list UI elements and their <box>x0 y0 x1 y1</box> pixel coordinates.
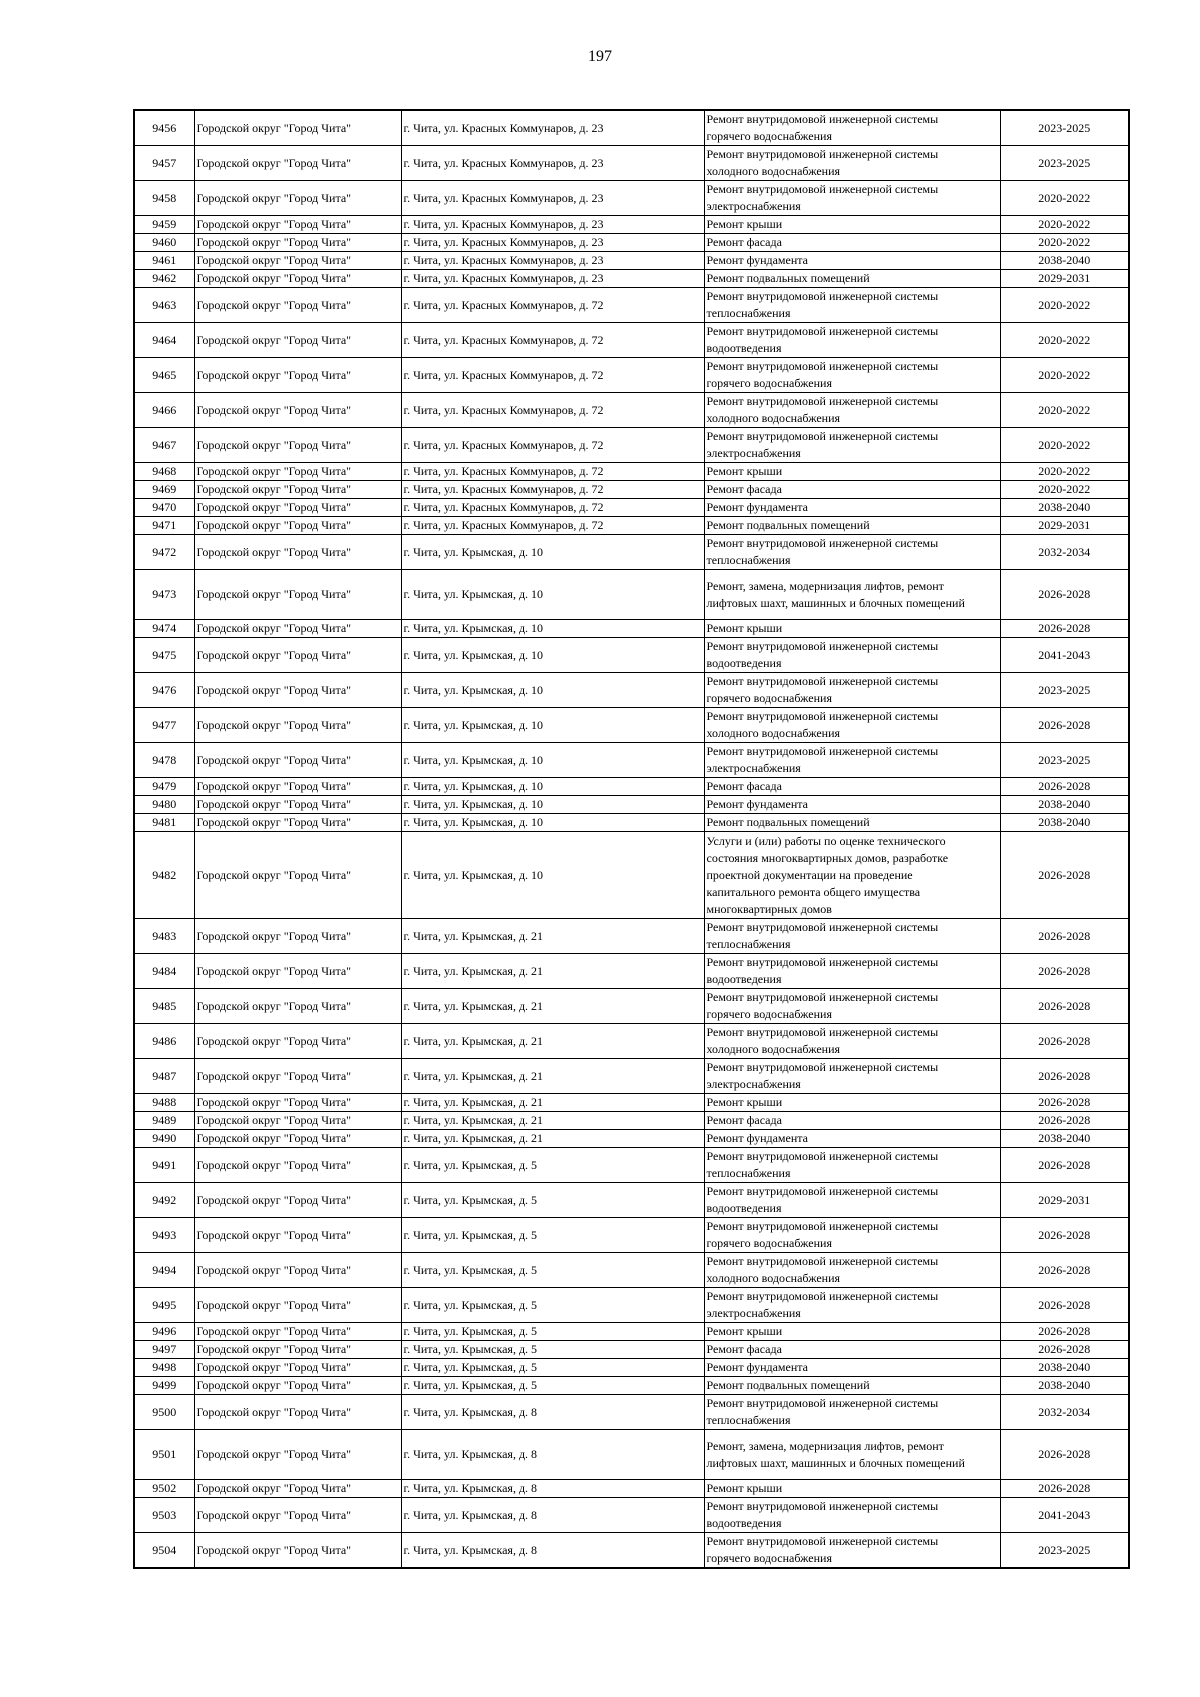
municipality-cell: Городской округ "Город Чита" <box>194 1480 401 1498</box>
work-type-cell: Ремонт внутридомовой инженерной системы водоотведения <box>704 954 1000 989</box>
table-row <box>134 393 1129 428</box>
row-number-cell: 9492 <box>134 1183 194 1218</box>
work-type-cell: Ремонт крыши <box>704 1480 1000 1498</box>
address-cell: г. Чита, ул. Красных Коммунаров, д. 23 <box>401 181 704 216</box>
table-row <box>134 989 1129 1024</box>
table-row <box>134 1112 1129 1130</box>
period-cell: 2020-2022 <box>1000 481 1129 499</box>
table-row <box>134 358 1129 393</box>
period-cell: 2026-2028 <box>1000 570 1129 620</box>
row-number-cell: 9474 <box>134 620 194 638</box>
municipality-cell: Городской округ "Город Чита" <box>194 1395 401 1430</box>
table-row <box>134 778 1129 796</box>
table-row <box>134 796 1129 814</box>
table-row <box>134 1288 1129 1323</box>
row-number-cell: 9498 <box>134 1359 194 1377</box>
municipality-cell: Городской округ "Город Чита" <box>194 1430 401 1480</box>
table-row <box>134 1323 1129 1341</box>
municipality-cell: Городской округ "Город Чита" <box>194 1377 401 1395</box>
period-cell: 2026-2028 <box>1000 1430 1129 1480</box>
municipality-cell: Городской округ "Город Чита" <box>194 146 401 181</box>
period-cell: 2026-2028 <box>1000 954 1129 989</box>
table-row <box>134 832 1129 919</box>
row-number-cell: 9456 <box>134 110 194 146</box>
period-cell: 2026-2028 <box>1000 1112 1129 1130</box>
period-cell: 2026-2028 <box>1000 1480 1129 1498</box>
row-number-cell: 9481 <box>134 814 194 832</box>
address-cell: г. Чита, ул. Крымская, д. 8 <box>401 1533 704 1569</box>
municipality-cell: Городской округ "Город Чита" <box>194 708 401 743</box>
municipality-cell: Городской округ "Город Чита" <box>194 252 401 270</box>
table-row <box>134 1480 1129 1498</box>
period-cell: 2038-2040 <box>1000 814 1129 832</box>
municipality-cell: Городской округ "Город Чита" <box>194 1218 401 1253</box>
address-cell: г. Чита, ул. Крымская, д. 5 <box>401 1377 704 1395</box>
municipality-cell: Городской округ "Город Чита" <box>194 110 401 146</box>
work-type-cell: Ремонт внутридомовой инженерной системы водоотведения <box>704 1498 1000 1533</box>
table-row <box>134 1148 1129 1183</box>
table-row <box>134 708 1129 743</box>
period-cell: 2026-2028 <box>1000 778 1129 796</box>
page-number: 197 <box>588 48 612 65</box>
table-body <box>134 110 1129 1568</box>
table-row <box>134 1094 1129 1112</box>
municipality-cell: Городской округ "Город Чита" <box>194 954 401 989</box>
work-type-cell: Ремонт внутридомовой инженерной системы водоотведения <box>704 1183 1000 1218</box>
address-cell: г. Чита, ул. Крымская, д. 21 <box>401 1024 704 1059</box>
table-row <box>134 517 1129 535</box>
row-number-cell: 9497 <box>134 1341 194 1359</box>
work-type-cell: Ремонт внутридомовой инженерной системы водоотведения <box>704 323 1000 358</box>
table-row <box>134 1377 1129 1395</box>
work-type-cell: Ремонт внутридомовой инженерной системы холодного водоснабжения <box>704 146 1000 181</box>
row-number-cell: 9495 <box>134 1288 194 1323</box>
address-cell: г. Чита, ул. Крымская, д. 10 <box>401 673 704 708</box>
municipality-cell: Городской округ "Город Чита" <box>194 1024 401 1059</box>
table-row <box>134 1341 1129 1359</box>
work-type-cell: Ремонт фундамента <box>704 1130 1000 1148</box>
row-number-cell: 9464 <box>134 323 194 358</box>
period-cell: 2023-2025 <box>1000 673 1129 708</box>
row-number-cell: 9494 <box>134 1253 194 1288</box>
period-cell: 2020-2022 <box>1000 463 1129 481</box>
work-type-cell: Ремонт внутридомовой инженерной системы электроснабжения <box>704 1059 1000 1094</box>
work-type-cell: Ремонт подвальных помещений <box>704 270 1000 288</box>
period-cell: 2023-2025 <box>1000 743 1129 778</box>
municipality-cell: Городской округ "Город Чита" <box>194 832 401 919</box>
address-cell: г. Чита, ул. Крымская, д. 10 <box>401 814 704 832</box>
table-row <box>134 1430 1129 1480</box>
address-cell: г. Чита, ул. Красных Коммунаров, д. 23 <box>401 270 704 288</box>
table-row <box>134 620 1129 638</box>
address-cell: г. Чита, ул. Крымская, д. 8 <box>401 1395 704 1430</box>
period-cell: 2038-2040 <box>1000 1359 1129 1377</box>
period-cell: 2038-2040 <box>1000 796 1129 814</box>
period-cell: 2041-2043 <box>1000 638 1129 673</box>
row-number-cell: 9475 <box>134 638 194 673</box>
work-type-cell: Ремонт внутридомовой инженерной системы горячего водоснабжения <box>704 989 1000 1024</box>
table-row <box>134 1024 1129 1059</box>
row-number-cell: 9461 <box>134 252 194 270</box>
work-type-cell: Услуги и (или) работы по оценке технического состояния многоквартирных домов, разработке проектной документации на проведение капитального ремонта общего имущества многоквартирных домов <box>704 832 1000 919</box>
row-number-cell: 9485 <box>134 989 194 1024</box>
municipality-cell: Городской округ "Город Чита" <box>194 216 401 234</box>
period-cell: 2038-2040 <box>1000 499 1129 517</box>
period-cell: 2023-2025 <box>1000 146 1129 181</box>
table-row <box>134 1059 1129 1094</box>
address-cell: г. Чита, ул. Красных Коммунаров, д. 72 <box>401 463 704 481</box>
table-row <box>134 499 1129 517</box>
row-number-cell: 9460 <box>134 234 194 252</box>
period-cell: 2020-2022 <box>1000 393 1129 428</box>
municipality-cell: Городской округ "Город Чита" <box>194 1359 401 1377</box>
work-type-cell: Ремонт внутридомовой инженерной системы водоотведения <box>704 638 1000 673</box>
address-cell: г. Чита, ул. Крымская, д. 8 <box>401 1480 704 1498</box>
address-cell: г. Чита, ул. Красных Коммунаров, д. 72 <box>401 517 704 535</box>
address-cell: г. Чита, ул. Красных Коммунаров, д. 23 <box>401 234 704 252</box>
row-number-cell: 9466 <box>134 393 194 428</box>
work-type-cell: Ремонт внутридомовой инженерной системы горячего водоснабжения <box>704 1533 1000 1569</box>
address-cell: г. Чита, ул. Крымская, д. 5 <box>401 1323 704 1341</box>
work-type-cell: Ремонт фундамента <box>704 1359 1000 1377</box>
period-cell: 2020-2022 <box>1000 358 1129 393</box>
municipality-cell: Городской округ "Город Чита" <box>194 919 401 954</box>
table-row <box>134 1533 1129 1569</box>
municipality-cell: Городской округ "Город Чита" <box>194 323 401 358</box>
address-cell: г. Чита, ул. Крымская, д. 8 <box>401 1430 704 1480</box>
address-cell: г. Чита, ул. Красных Коммунаров, д. 23 <box>401 146 704 181</box>
address-cell: г. Чита, ул. Крымская, д. 10 <box>401 570 704 620</box>
work-type-cell: Ремонт внутридомовой инженерной системы холодного водоснабжения <box>704 393 1000 428</box>
row-number-cell: 9462 <box>134 270 194 288</box>
municipality-cell: Городской округ "Город Чита" <box>194 1323 401 1341</box>
row-number-cell: 9493 <box>134 1218 194 1253</box>
row-number-cell: 9476 <box>134 673 194 708</box>
row-number-cell: 9490 <box>134 1130 194 1148</box>
table-row <box>134 638 1129 673</box>
table-row <box>134 919 1129 954</box>
address-cell: г. Чита, ул. Крымская, д. 10 <box>401 708 704 743</box>
table-row <box>134 535 1129 570</box>
address-cell: г. Чита, ул. Крымская, д. 21 <box>401 954 704 989</box>
work-type-cell: Ремонт внутридомовой инженерной системы холодного водоснабжения <box>704 1253 1000 1288</box>
address-cell: г. Чита, ул. Крымская, д. 5 <box>401 1359 704 1377</box>
address-cell: г. Чита, ул. Красных Коммунаров, д. 72 <box>401 323 704 358</box>
table-row <box>134 954 1129 989</box>
work-type-cell: Ремонт внутридомовой инженерной системы электроснабжения <box>704 428 1000 463</box>
row-number-cell: 9472 <box>134 535 194 570</box>
work-type-cell: Ремонт внутридомовой инженерной системы электроснабжения <box>704 1288 1000 1323</box>
municipality-cell: Городской округ "Город Чита" <box>194 638 401 673</box>
table-row <box>134 570 1129 620</box>
address-cell: г. Чита, ул. Крымская, д. 10 <box>401 620 704 638</box>
row-number-cell: 9496 <box>134 1323 194 1341</box>
address-cell: г. Чита, ул. Красных Коммунаров, д. 72 <box>401 393 704 428</box>
municipality-cell: Городской округ "Город Чита" <box>194 181 401 216</box>
row-number-cell: 9504 <box>134 1533 194 1569</box>
address-cell: г. Чита, ул. Красных Коммунаров, д. 72 <box>401 481 704 499</box>
row-number-cell: 9482 <box>134 832 194 919</box>
work-type-cell: Ремонт крыши <box>704 1323 1000 1341</box>
municipality-cell: Городской округ "Город Чита" <box>194 1498 401 1533</box>
table-row <box>134 323 1129 358</box>
row-number-cell: 9484 <box>134 954 194 989</box>
row-number-cell: 9480 <box>134 796 194 814</box>
table-row <box>134 181 1129 216</box>
municipality-cell: Городской округ "Город Чита" <box>194 358 401 393</box>
work-type-cell: Ремонт фундамента <box>704 252 1000 270</box>
period-cell: 2026-2028 <box>1000 1288 1129 1323</box>
period-cell: 2023-2025 <box>1000 1533 1129 1569</box>
table-row <box>134 110 1129 146</box>
work-type-cell: Ремонт внутридомовой инженерной системы электроснабжения <box>704 181 1000 216</box>
municipality-cell: Городской округ "Город Чита" <box>194 743 401 778</box>
address-cell: г. Чита, ул. Красных Коммунаров, д. 23 <box>401 252 704 270</box>
municipality-cell: Городской округ "Город Чита" <box>194 778 401 796</box>
period-cell: 2026-2028 <box>1000 1094 1129 1112</box>
row-number-cell: 9473 <box>134 570 194 620</box>
row-number-cell: 9471 <box>134 517 194 535</box>
work-type-cell: Ремонт фасада <box>704 1112 1000 1130</box>
row-number-cell: 9501 <box>134 1430 194 1480</box>
row-number-cell: 9503 <box>134 1498 194 1533</box>
address-cell: г. Чита, ул. Крымская, д. 8 <box>401 1498 704 1533</box>
address-cell: г. Чита, ул. Крымская, д. 10 <box>401 778 704 796</box>
row-number-cell: 9459 <box>134 216 194 234</box>
address-cell: г. Чита, ул. Красных Коммунаров, д. 72 <box>401 288 704 323</box>
municipality-cell: Городской округ "Город Чита" <box>194 1533 401 1569</box>
work-type-cell: Ремонт внутридомовой инженерной системы горячего водоснабжения <box>704 1218 1000 1253</box>
address-cell: г. Чита, ул. Крымская, д. 5 <box>401 1253 704 1288</box>
row-number-cell: 9502 <box>134 1480 194 1498</box>
table-row <box>134 1359 1129 1377</box>
work-type-cell: Ремонт внутридомовой инженерной системы теплоснабжения <box>704 288 1000 323</box>
row-number-cell: 9487 <box>134 1059 194 1094</box>
municipality-cell: Городской округ "Город Чита" <box>194 1148 401 1183</box>
row-number-cell: 9486 <box>134 1024 194 1059</box>
address-cell: г. Чита, ул. Красных Коммунаров, д. 72 <box>401 499 704 517</box>
municipality-cell: Городской округ "Город Чита" <box>194 1341 401 1359</box>
work-type-cell: Ремонт подвальных помещений <box>704 517 1000 535</box>
row-number-cell: 9469 <box>134 481 194 499</box>
period-cell: 2026-2028 <box>1000 832 1129 919</box>
period-cell: 2029-2031 <box>1000 1183 1129 1218</box>
period-cell: 2038-2040 <box>1000 1377 1129 1395</box>
address-cell: г. Чита, ул. Крымская, д. 5 <box>401 1341 704 1359</box>
municipality-cell: Городской округ "Город Чита" <box>194 393 401 428</box>
period-cell: 2026-2028 <box>1000 919 1129 954</box>
table-row <box>134 1130 1129 1148</box>
row-number-cell: 9491 <box>134 1148 194 1183</box>
work-type-cell: Ремонт фасада <box>704 234 1000 252</box>
period-cell: 2038-2040 <box>1000 252 1129 270</box>
row-number-cell: 9499 <box>134 1377 194 1395</box>
row-number-cell: 9457 <box>134 146 194 181</box>
period-cell: 2029-2031 <box>1000 517 1129 535</box>
period-cell: 2020-2022 <box>1000 288 1129 323</box>
address-cell: г. Чита, ул. Крымская, д. 10 <box>401 796 704 814</box>
municipality-cell: Городской округ "Город Чита" <box>194 1094 401 1112</box>
municipality-cell: Городской округ "Город Чита" <box>194 1288 401 1323</box>
work-type-cell: Ремонт внутридомовой инженерной системы горячего водоснабжения <box>704 358 1000 393</box>
work-type-cell: Ремонт крыши <box>704 1094 1000 1112</box>
period-cell: 2026-2028 <box>1000 1253 1129 1288</box>
work-type-cell: Ремонт фасада <box>704 778 1000 796</box>
municipality-cell: Городской округ "Город Чита" <box>194 796 401 814</box>
table-row <box>134 1395 1129 1430</box>
work-type-cell: Ремонт внутридомовой инженерной системы теплоснабжения <box>704 1395 1000 1430</box>
table-row <box>134 234 1129 252</box>
work-type-cell: Ремонт, замена, модернизация лифтов, ремонт лифтовых шахт, машинных и блочных помещений <box>704 1430 1000 1480</box>
table-row <box>134 743 1129 778</box>
address-cell: г. Чита, ул. Крымская, д. 21 <box>401 1112 704 1130</box>
period-cell: 2026-2028 <box>1000 708 1129 743</box>
address-cell: г. Чита, ул. Красных Коммунаров, д. 23 <box>401 216 704 234</box>
row-number-cell: 9463 <box>134 288 194 323</box>
repair-schedule-table <box>133 109 1130 1569</box>
address-cell: г. Чита, ул. Красных Коммунаров, д. 72 <box>401 428 704 463</box>
period-cell: 2020-2022 <box>1000 216 1129 234</box>
work-type-cell: Ремонт внутридомовой инженерной системы горячего водоснабжения <box>704 673 1000 708</box>
period-cell: 2026-2028 <box>1000 1323 1129 1341</box>
address-cell: г. Чита, ул. Крымская, д. 5 <box>401 1148 704 1183</box>
municipality-cell: Городской округ "Город Чита" <box>194 481 401 499</box>
address-cell: г. Чита, ул. Крымская, д. 21 <box>401 1130 704 1148</box>
table-row <box>134 288 1129 323</box>
address-cell: г. Чита, ул. Крымская, д. 21 <box>401 989 704 1024</box>
address-cell: г. Чита, ул. Красных Коммунаров, д. 23 <box>401 110 704 146</box>
municipality-cell: Городской округ "Город Чита" <box>194 620 401 638</box>
work-type-cell: Ремонт крыши <box>704 620 1000 638</box>
work-type-cell: Ремонт внутридомовой инженерной системы теплоснабжения <box>704 919 1000 954</box>
row-number-cell: 9467 <box>134 428 194 463</box>
period-cell: 2020-2022 <box>1000 428 1129 463</box>
period-cell: 2026-2028 <box>1000 1148 1129 1183</box>
address-cell: г. Чита, ул. Крымская, д. 21 <box>401 1094 704 1112</box>
period-cell: 2029-2031 <box>1000 270 1129 288</box>
address-cell: г. Чита, ул. Крымская, д. 21 <box>401 1059 704 1094</box>
row-number-cell: 9468 <box>134 463 194 481</box>
row-number-cell: 9489 <box>134 1112 194 1130</box>
address-cell: г. Чита, ул. Крымская, д. 10 <box>401 832 704 919</box>
table-row <box>134 673 1129 708</box>
table-row <box>134 481 1129 499</box>
work-type-cell: Ремонт внутридомовой инженерной системы холодного водоснабжения <box>704 708 1000 743</box>
row-number-cell: 9465 <box>134 358 194 393</box>
municipality-cell: Городской округ "Город Чита" <box>194 463 401 481</box>
period-cell: 2026-2028 <box>1000 1341 1129 1359</box>
period-cell: 2038-2040 <box>1000 1130 1129 1148</box>
table-row <box>134 1498 1129 1533</box>
row-number-cell: 9500 <box>134 1395 194 1430</box>
address-cell: г. Чита, ул. Крымская, д. 10 <box>401 743 704 778</box>
table-row <box>134 252 1129 270</box>
work-type-cell: Ремонт внутридомовой инженерной системы холодного водоснабжения <box>704 1024 1000 1059</box>
municipality-cell: Городской округ "Город Чита" <box>194 1112 401 1130</box>
work-type-cell: Ремонт крыши <box>704 463 1000 481</box>
work-type-cell: Ремонт фундамента <box>704 796 1000 814</box>
row-number-cell: 9470 <box>134 499 194 517</box>
row-number-cell: 9478 <box>134 743 194 778</box>
work-type-cell: Ремонт крыши <box>704 216 1000 234</box>
work-type-cell: Ремонт внутридомовой инженерной системы теплоснабжения <box>704 1148 1000 1183</box>
municipality-cell: Городской округ "Город Чита" <box>194 499 401 517</box>
row-number-cell: 9479 <box>134 778 194 796</box>
address-cell: г. Чита, ул. Красных Коммунаров, д. 72 <box>401 358 704 393</box>
municipality-cell: Городской округ "Город Чита" <box>194 1183 401 1218</box>
period-cell: 2026-2028 <box>1000 989 1129 1024</box>
table-row <box>134 463 1129 481</box>
period-cell: 2032-2034 <box>1000 1395 1129 1430</box>
table-row <box>134 428 1129 463</box>
municipality-cell: Городской округ "Город Чита" <box>194 814 401 832</box>
municipality-cell: Городской округ "Город Чита" <box>194 989 401 1024</box>
work-type-cell: Ремонт внутридомовой инженерной системы теплоснабжения <box>704 535 1000 570</box>
municipality-cell: Городской округ "Город Чита" <box>194 428 401 463</box>
address-cell: г. Чита, ул. Крымская, д. 10 <box>401 535 704 570</box>
period-cell: 2023-2025 <box>1000 110 1129 146</box>
work-type-cell: Ремонт фасада <box>704 1341 1000 1359</box>
table-row <box>134 1218 1129 1253</box>
table-row <box>134 146 1129 181</box>
municipality-cell: Городской округ "Город Чита" <box>194 288 401 323</box>
period-cell: 2026-2028 <box>1000 1024 1129 1059</box>
address-cell: г. Чита, ул. Крымская, д. 5 <box>401 1183 704 1218</box>
address-cell: г. Чита, ул. Крымская, д. 5 <box>401 1288 704 1323</box>
address-cell: г. Чита, ул. Крымская, д. 5 <box>401 1218 704 1253</box>
address-cell: г. Чита, ул. Крымская, д. 21 <box>401 919 704 954</box>
row-number-cell: 9477 <box>134 708 194 743</box>
period-cell: 2026-2028 <box>1000 1059 1129 1094</box>
work-type-cell: Ремонт фундамента <box>704 499 1000 517</box>
municipality-cell: Городской округ "Город Чита" <box>194 234 401 252</box>
municipality-cell: Городской округ "Город Чита" <box>194 570 401 620</box>
municipality-cell: Городской округ "Город Чита" <box>194 517 401 535</box>
period-cell: 2020-2022 <box>1000 323 1129 358</box>
work-type-cell: Ремонт подвальных помещений <box>704 814 1000 832</box>
period-cell: 2041-2043 <box>1000 1498 1129 1533</box>
row-number-cell: 9483 <box>134 919 194 954</box>
municipality-cell: Городской округ "Город Чита" <box>194 1059 401 1094</box>
table-row <box>134 814 1129 832</box>
table-row <box>134 1183 1129 1218</box>
table-row <box>134 1253 1129 1288</box>
address-cell: г. Чита, ул. Крымская, д. 10 <box>401 638 704 673</box>
municipality-cell: Городской округ "Город Чита" <box>194 1253 401 1288</box>
period-cell: 2026-2028 <box>1000 1218 1129 1253</box>
period-cell: 2026-2028 <box>1000 620 1129 638</box>
row-number-cell: 9458 <box>134 181 194 216</box>
work-type-cell: Ремонт фасада <box>704 481 1000 499</box>
period-cell: 2020-2022 <box>1000 181 1129 216</box>
work-type-cell: Ремонт, замена, модернизация лифтов, ремонт лифтовых шахт, машинных и блочных помещений <box>704 570 1000 620</box>
table-row <box>134 270 1129 288</box>
work-type-cell: Ремонт внутридомовой инженерной системы электроснабжения <box>704 743 1000 778</box>
work-type-cell: Ремонт внутридомовой инженерной системы горячего водоснабжения <box>704 110 1000 146</box>
row-number-cell: 9488 <box>134 1094 194 1112</box>
municipality-cell: Городской округ "Город Чита" <box>194 270 401 288</box>
municipality-cell: Городской округ "Город Чита" <box>194 1130 401 1148</box>
municipality-cell: Городской округ "Город Чита" <box>194 673 401 708</box>
period-cell: 2032-2034 <box>1000 535 1129 570</box>
table-row <box>134 216 1129 234</box>
work-type-cell: Ремонт подвальных помещений <box>704 1377 1000 1395</box>
municipality-cell: Городской округ "Город Чита" <box>194 535 401 570</box>
period-cell: 2020-2022 <box>1000 234 1129 252</box>
